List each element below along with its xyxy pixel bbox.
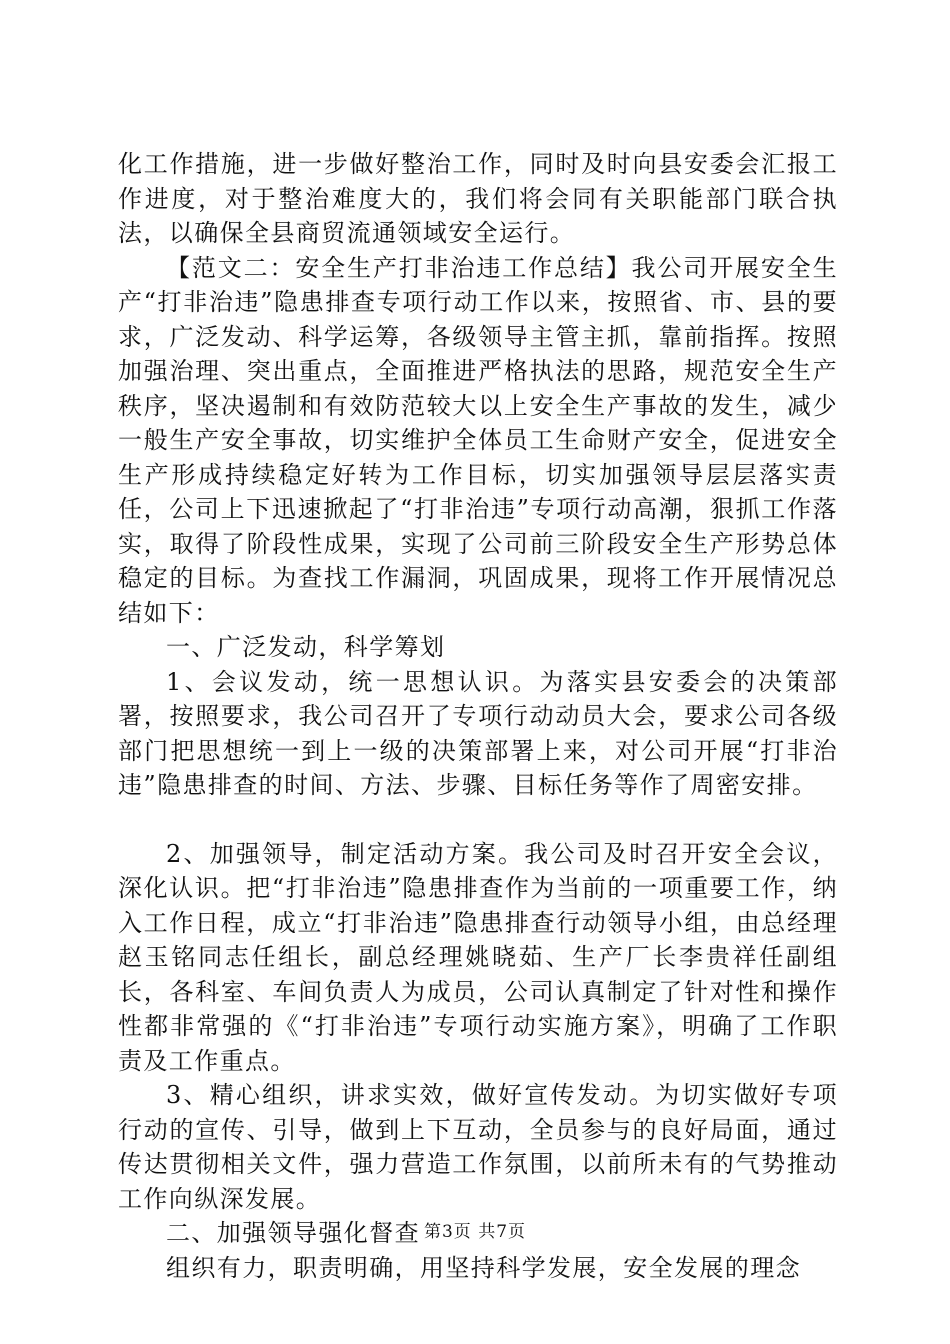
paragraph-item-three: 3、精心组织，讲求实效，做好宣传发动。为切实做好专项行动的宣传、引导，做到上下互动，全员参与的良好局面，通过传达贯彻相关文件，强力营造工作氛围，以前所未有的气势推动工作向纵深发展。 — [118, 1081, 838, 1213]
section-heading-two: 二、加强领导强化督查 — [166, 1219, 420, 1247]
paragraph-spacer — [118, 803, 838, 837]
document-body — [118, 147, 838, 1285]
paragraph-section-two-start: 组织有力，职责明确，用坚持科学发展，安全发展的理念 — [166, 1253, 801, 1282]
section-heading-one: 一、广泛发动，科学筹划 — [166, 633, 446, 661]
page-number-footer: 第3页 共7页 — [423, 1222, 527, 1242]
paragraph-item-one: 1、会议发动，统一思想认识。为落实县安委会的决策部署，按照要求，我公司召开了专项行动动员大会，要求公司各级部门把思想统一到上一级的决策部署上来，对公司开展“打非治违”隐患排查的时间、方法、步骤、目标任务等作了周密安排。 — [118, 667, 838, 799]
paragraph-continuation: 化工作措施，进一步做好整治工作，同时及时向县安委会汇报工作进度，对于整治难度大的，我们将会同有关职能部门联合执法，以确保全县商贸流通领域安全运行。 — [118, 150, 838, 247]
paragraph-sample-two-intro: 【范文二：安全生产打非治违工作总结】我公司开展安全生产“打非治违”隐患排查专项行动工作以来，按照省、市、县的要求，广泛发动、科学运筹，各级领导主管主抓，靠前指挥。按照加强治理、突出重点，全面推进严格执法的思路，规范安全生产秩序，坚决遏制和有效防范较大以上安全生产事故的发生，减少一般生产安全事故，切实维护全体员工生命财产安全，促进安全生产形成持续稳定好转为工作目标，切实加强领导层层落实责任，公司上下迅速掀起了“打非治违”专项行动高潮，狠抓工作落实，取得了阶段性成果，实现了公司前三阶段安全生产形势总体稳定的目标。为查找工作漏洞，巩固成果，现将工作开展情况总结如下： — [118, 253, 838, 627]
paragraph-item-two: 2、加强领导，制定活动方案。我公司及时召开安全会议，深化认识。把“打非治违”隐患排查作为当前的一项重要工作，纳入工作日程，成立“打非治违”隐患排查行动领导小组，由总经理赵玉铭同志任组长，副总经理姚晓茹、生产厂长李贵祥任副组长，各科室、车间负责人为成员，公司认真制定了针对性和操作性都非常强的《“打非治违”专项行动实施方案》，明确了工作职责及工作重点。 — [118, 839, 838, 1075]
